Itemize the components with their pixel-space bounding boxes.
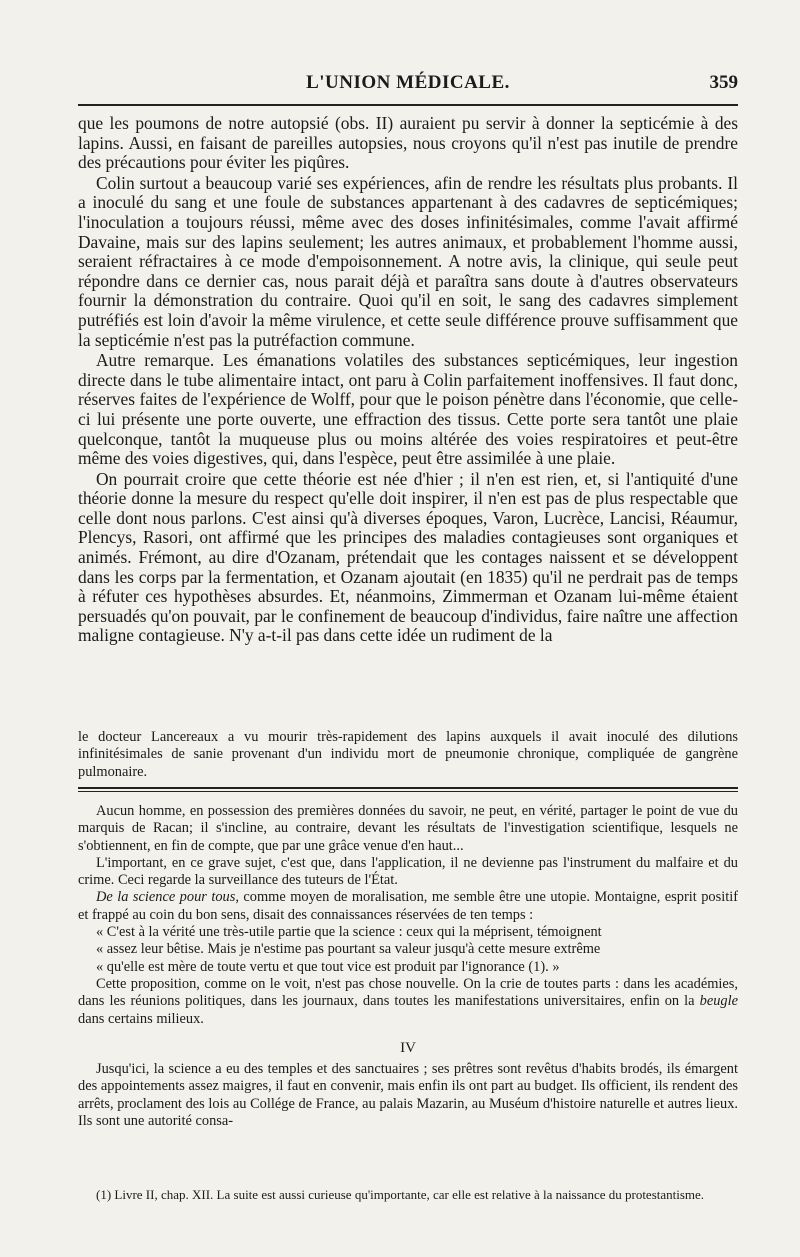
- article-paragraph: Colin surtout a beaucoup varié ses expériences, afin de rendre les résultats plus probants. Il a inoculé du sang et une foule de substances appartenant à des cadavres de septicémiques; l'inoculation a toujours réussi, même avec des doses infinitésimales, comme l'avait affirmé Davaine, mais sur des lapins seulement; les autres animaux, et probablement l'homme aussi, seraient réfractaires à ce mode d'empoisonnement. A notre avis, la clinique, qui seule peut répondre dans ce dernier cas, nous parait déjà et paraîtra sans doute à d'autres observateurs fournir la démonstration du contraire. Quoi qu'il en soit, le sang des cadavres simplement putréfiés est loin d'avoir la même virulence, et cette seule différence prouve suffisamment que la septicémie n'est pas la putréfaction commune.: [78, 172, 738, 350]
- feuilleton-paragraph: Jusqu'ici, la science a eu des temples et des sanctuaires ; ses prêtres sont revêtus d'habits brodés, ils émargent des appointements assez maigres, il faut en convenir, mais enfin ils ont part au budget. Ils officient, ils rendent des arrêts, proclament des lois au Collége de France, au palais Mazarin, au Muséum d'histoire naturelle et autres lieux. Ils sont une autorité consa-: [78, 1061, 738, 1130]
- feuilleton-text: comme moyen de moralisation, me semble être une utopie. Montaigne, esprit positif et frappé au coin du bon sens, disait des connaissances réservées de ten temps :: [78, 889, 738, 923]
- footnote-text: (1) Livre II, chap. XII. La suite est aussi curieuse qu'importante, car elle est relative à la naissance du protestantisme.: [96, 1187, 705, 1202]
- feuilleton-paragraph: L'important, en ce grave sujet, c'est que, dans l'application, il ne devienne pas l'instrument du malfaire et du crime. Ceci regarde la surveillance des tuteurs de l'État.: [78, 854, 738, 889]
- main-article: [78, 114, 738, 647]
- note-text: le docteur Lancereaux a vu mourir très-rapidement des lapins auxquels il avait inoculé des dilutions infinitésimales de sanie provenant d'un individu mort de pneumonie chronique, compliquée de gangrène pulmonaire.: [78, 729, 738, 780]
- feuilleton-text: Cette proposition, comme on le voit, n'est pas chose nouvelle. On la crie de toutes parts : dans les académies, dans les réunions politiques, dans les journaux, dans toutes les manifestations universitaires, enfin on la: [78, 975, 738, 1010]
- running-header: [78, 70, 738, 100]
- journal-title: L'UNION MÉDICALE.: [306, 72, 510, 93]
- article-paragraph: Autre remarque. Les émanations volatiles des substances septicémiques, leur ingestion directe dans le tube alimentaire intact, ont paru à Colin parfaitement inoffensives. Il faut donc, réserves faites de l'expérience de Wolff, pour que le poison pénètre dans l'économie, que celle-ci lui présente une porte ouverte, une effraction des tissus. Cette porte sera tantôt une plaie quelconque, tantôt la muqueuse plus ou moins altérée des voies respiratoires et peut-être même des voies digestives, qui, dans l'espèce, peut être assimilée à une plaie.: [78, 350, 738, 469]
- header-rule: [78, 104, 738, 106]
- article-paragraph: On pourrait croire que cette théorie est née d'hier ; il n'en est rien, et, si l'antiquité d'une théorie donne la mesure du respect qu'elle doit inspirer, il n'en est pas de plus respectable que celle dont nous parlons. C'est ainsi qu'à diverses époques, Varon, Lucrèce, Lancisi, Réaumur, Plencys, Rasori, ont affirmé que les principes des maladies contagieuses sont organiques et animés. Frémont, au dire d'Ozanam, prétendait que les contages naissent et se développent dans les corps par la fermentation, et Ozanam ajoutait (en 1835) qu'il ne perdrait pas de temps à réfuter ces hypothèses absurdes. Et, néanmoins, Zimmerman et Ozanam lui-même étaient persuadés qu'on pouvait, par le confinement de beaucoup d'individus, faire naître une affection maligne contagieuse. N'y a-t-il pas dans cette idée un rudiment de la: [78, 468, 738, 646]
- feuilleton-paragraph: Aucun homme, en possession des premières données du savoir, ne peut, en vérité, partager le point de vue du marquis de Racan; il s'incline, au contraire, devant les résultats de l'investigation scientifique, lesquels ne s'obtiennent, en fin de compte, que par une grâce venue d'en haut...: [78, 803, 738, 854]
- footnote: [78, 1187, 738, 1202]
- feuilleton-rule-top: [78, 787, 738, 789]
- section-heading: IV: [400, 1039, 416, 1056]
- italic-title: De la science pour tous,: [96, 889, 239, 906]
- article-paragraph: que les poumons de notre autopsié (obs. II) auraient pu servir à donner la septicémie à des lapins. Aussi, en faisant de pareilles autopsies, nous croyons qu'il n'est pas inutile de prendre des précautions pour éviter les piqûres.: [78, 113, 738, 173]
- feuilleton-paragraph: [78, 889, 738, 924]
- feuilleton: [78, 803, 738, 1130]
- quote-line: « qu'elle est mère de toute vertu et que tout vice est produit par l'ignorance (1). »: [96, 958, 560, 975]
- italic-word: beugle: [699, 993, 738, 1010]
- feuilleton-text: dans certains milieux.: [78, 1010, 204, 1027]
- feuilleton-rule-bottom: [78, 791, 738, 792]
- article-note: [78, 729, 738, 781]
- feuilleton-paragraph: [78, 976, 738, 1028]
- page-number: 359: [709, 72, 738, 93]
- quote-line: « assez leur bêtise. Mais je n'estime pas pourtant sa valeur jusqu'à cette mesure extrême: [96, 941, 601, 958]
- quote-line: « C'est à la vérité une très-utile partie que la science : ceux qui la méprisent, témoignent: [96, 924, 602, 941]
